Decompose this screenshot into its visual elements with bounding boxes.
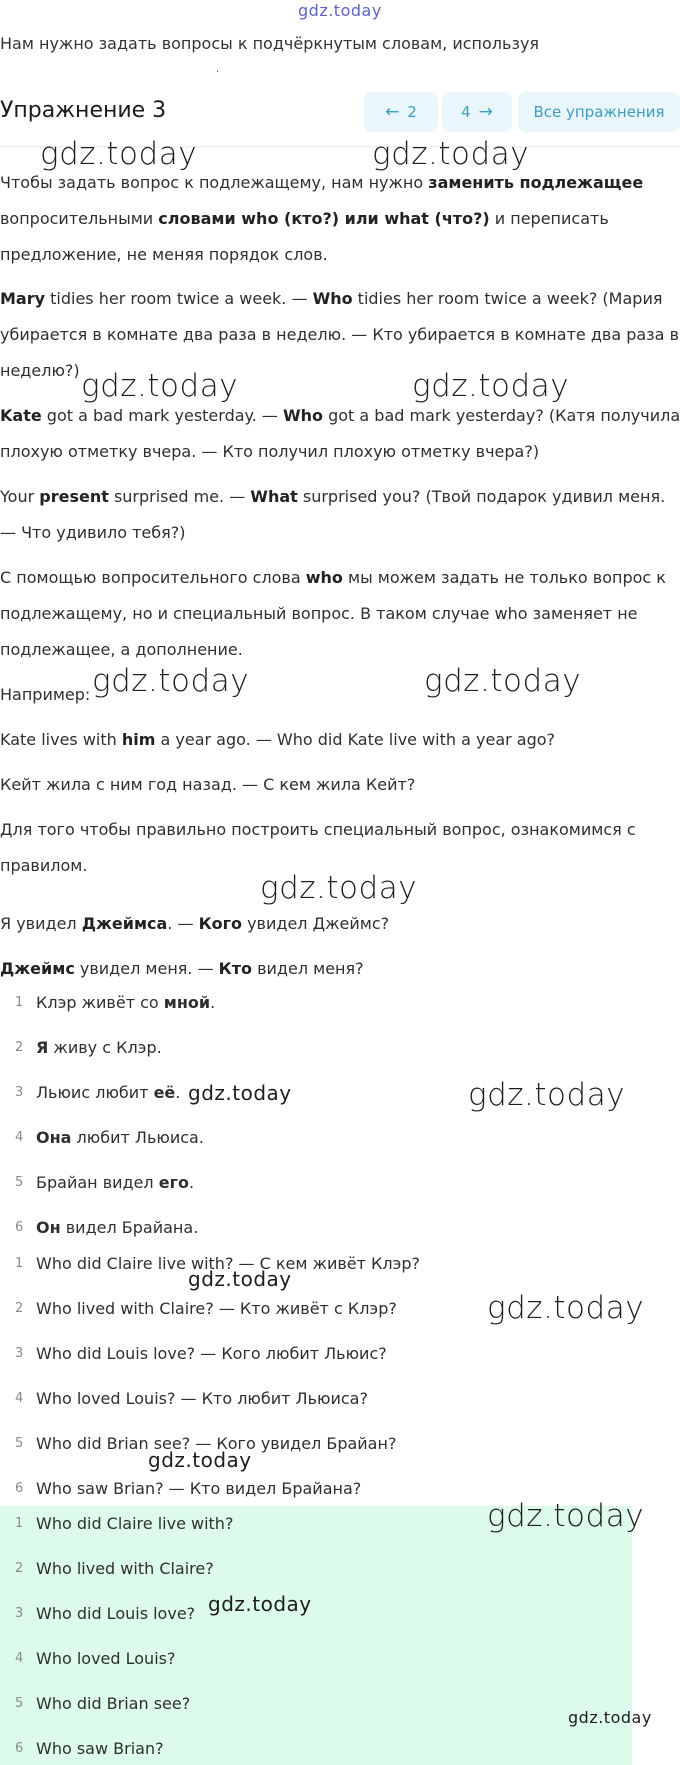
item-text — [36, 1173, 194, 1192]
watermark: gdz.today — [412, 368, 570, 404]
text: Льюис любит — [36, 1083, 154, 1102]
example-kate-line-2: плохую отметку вчера. — Кто получил плохую отметку вчера?) — [0, 442, 540, 461]
text: . — [188, 1173, 195, 1192]
bold-text: Who — [282, 406, 324, 425]
example-james-1 — [0, 906, 680, 942]
item-number: 4 — [15, 1391, 24, 1406]
bold-text: Она — [36, 1128, 72, 1147]
bold-text: him — [121, 730, 156, 749]
list-item — [0, 1376, 680, 1421]
watermark: gdz.today — [568, 1708, 652, 1727]
intro-text: Нам нужно задать вопросы к подчёркнутым словам, используя — [0, 34, 540, 53]
watermark: gdz.today — [188, 1081, 292, 1105]
arrow-left-icon: ← — [385, 102, 400, 122]
exercise-header — [0, 88, 680, 136]
watermark: gdz.today — [487, 1498, 645, 1534]
list-item — [0, 1726, 680, 1765]
explanation-line-3: предложение, не меняя порядок слов. — [0, 245, 328, 264]
rule-intro-line-2: правилом. — [0, 856, 88, 875]
exercise-title: Упражнение 3 — [0, 98, 167, 123]
item-number: 1 — [15, 1516, 24, 1531]
who-rule-line-1 — [0, 560, 680, 596]
item-text — [36, 1038, 162, 1057]
text: got a bad mark yesterday. — — [41, 406, 283, 425]
item-number: 4 — [15, 1130, 24, 1145]
text: tidies her room twice a week? (Мария — [352, 289, 663, 308]
text: Чтобы задать вопрос к подлежащему, нам нужно — [0, 173, 429, 192]
list-item — [0, 980, 680, 1025]
bold-text: заменить подлежащее — [428, 173, 644, 192]
bold-text: Mary — [0, 289, 46, 308]
text: видел Брайана. — [60, 1218, 199, 1237]
text: Клэр живёт со — [36, 993, 164, 1012]
text: . — [175, 1083, 181, 1102]
bold-text: present — [39, 487, 109, 506]
item-number: 4 — [15, 1651, 24, 1666]
bold-text: её — [153, 1083, 176, 1102]
item-text: Who did Claire live with? — [36, 1514, 234, 1533]
text: увидел Джеймс? — [242, 914, 390, 933]
watermark: gdz.today — [40, 136, 198, 172]
item-text: Who lived with Claire? — Кто живёт с Клэр? — [36, 1299, 397, 1318]
text: видел меня? — [252, 959, 364, 978]
item-number: 6 — [15, 1481, 24, 1496]
text: . — [210, 993, 216, 1012]
list-item — [0, 1025, 680, 1070]
item-text: Who loved Louis? — Кто любит Льюиса? — [36, 1389, 368, 1408]
example-mary-line-2: убирается в комнате два раза в неделю. — Кто убирается в комнате два раза в — [0, 325, 679, 344]
item-number: 3 — [15, 1085, 24, 1100]
prev-exercise-label: 2 — [407, 103, 417, 121]
for-example-label: Например: — [0, 685, 91, 704]
next-exercise-button[interactable] — [442, 92, 512, 132]
item-number: 5 — [15, 1175, 24, 1190]
item-number: 5 — [15, 1696, 24, 1711]
item-number: 1 — [15, 995, 24, 1010]
item-number: 6 — [15, 1220, 24, 1235]
bold-text: словами who (кто?) или what (что?) — [158, 209, 490, 228]
intro-dot: . — [216, 64, 220, 75]
bold-text: Кто — [218, 959, 252, 978]
item-number: 5 — [15, 1436, 24, 1451]
list-item — [0, 1591, 680, 1636]
bold-text: Джеймс — [0, 959, 75, 978]
text: С помощью вопросительного слова — [0, 568, 306, 587]
text: и переписать — [489, 209, 609, 228]
example-him-ru: Кейт жила с ним год назад. — С кем жила Кейт? — [0, 775, 416, 794]
example-mary-line-3: неделю?) — [0, 361, 80, 380]
item-text: Who did Brian see? — [36, 1694, 191, 1713]
text: Kate lives with — [0, 730, 122, 749]
watermark: gdz.today — [208, 1592, 312, 1616]
prev-exercise-button[interactable] — [364, 92, 438, 132]
item-text: Who saw Brian? — Кто видел Брайана? — [36, 1479, 362, 1498]
item-text — [36, 1083, 180, 1102]
text: Your — [0, 487, 40, 506]
watermark: gdz.today — [487, 1290, 645, 1326]
watermark: gdz.today — [424, 663, 582, 699]
bold-text: What — [250, 487, 298, 506]
text: got a bad mark yesterday? (Катя получила — [323, 406, 680, 425]
item-text: Who did Brian see? — Кого увидел Брайан? — [36, 1434, 397, 1453]
bold-text: Who — [312, 289, 353, 308]
bold-text: who — [305, 568, 343, 587]
bold-text: Джеймса — [81, 914, 168, 933]
item-text: Who did Claire live with? — С кем живёт Клэр? — [36, 1254, 421, 1273]
list-item — [0, 1421, 680, 1466]
watermark: gdz.today — [260, 870, 418, 906]
rule-intro-line-1: Для того чтобы правильно построить специальный вопрос, ознакомимся с — [0, 820, 636, 839]
text: surprised me. — — [108, 487, 251, 506]
watermark: gdz.today — [92, 663, 250, 699]
item-text — [36, 993, 215, 1012]
bold-text: Kate — [0, 406, 42, 425]
item-text: Who loved Louis? — [36, 1649, 176, 1668]
all-exercises-label: Все упражнения — [533, 103, 665, 121]
example-mary-line-1 — [0, 281, 680, 317]
item-text: Who saw Brian? — [36, 1739, 164, 1758]
text: Я увидел — [0, 914, 82, 933]
example-him-en — [0, 722, 680, 758]
item-number: 3 — [15, 1606, 24, 1621]
list-item — [0, 1636, 680, 1681]
watermark: gdz.today — [81, 368, 239, 404]
next-exercise-label: 4 — [461, 103, 471, 121]
bold-text: мной — [163, 993, 211, 1012]
item-number: 1 — [15, 1256, 24, 1271]
who-rule-line-2: подлежащему, но и специальный вопрос. В таком случае who заменяет не — [0, 604, 638, 623]
item-text: Who lived with Claire? — [36, 1559, 214, 1578]
text: tidies her room twice a week. — — [45, 289, 313, 308]
item-text: Who did Louis love? — Кого любит Льюис? — [36, 1344, 387, 1363]
bold-text: Он — [36, 1218, 61, 1237]
list-item — [0, 1546, 680, 1591]
item-number: 2 — [15, 1561, 24, 1576]
text: любит Льюиса. — [71, 1128, 204, 1147]
item-text: Who did Louis love? — [36, 1604, 196, 1623]
item-number: 3 — [15, 1346, 24, 1361]
who-rule-line-3: подлежащее, а дополнение. — [0, 640, 243, 659]
list-item — [0, 1115, 680, 1160]
text: увидел меня. — — [74, 959, 219, 978]
text: Брайан видел — [36, 1173, 159, 1192]
example-present-line-2: — Что удивило тебя?) — [0, 523, 186, 542]
item-number: 2 — [15, 1301, 24, 1316]
watermark: gdz.today — [372, 136, 530, 172]
watermark-top: gdz.today — [298, 1, 382, 20]
list-item — [0, 1160, 680, 1205]
text: мы можем задать не только вопрос к — [342, 568, 666, 587]
item-text — [36, 1128, 204, 1147]
watermark: gdz.today — [148, 1448, 252, 1472]
bold-text: Кого — [198, 914, 242, 933]
text: вопросительными — [0, 209, 159, 228]
item-number: 2 — [15, 1040, 24, 1055]
item-number: 6 — [15, 1741, 24, 1756]
text: a year ago. — Who did Kate live with a year ago? — [155, 730, 556, 749]
text: живу с Клэр. — [48, 1038, 162, 1057]
list-item — [0, 1241, 680, 1286]
explanation-line-2 — [0, 201, 680, 237]
bold-text: его — [158, 1173, 189, 1192]
item-text — [36, 1218, 198, 1237]
all-exercises-button[interactable] — [518, 92, 680, 132]
text: surprised you? (Твой подарок удивил меня. — [297, 487, 666, 506]
list-item — [0, 1331, 680, 1376]
text: . — — [167, 914, 199, 933]
arrow-right-icon: → — [478, 102, 493, 122]
example-present-line-1 — [0, 479, 680, 515]
watermark: gdz.today — [188, 1267, 292, 1291]
bold-text: Я — [36, 1038, 49, 1057]
watermark: gdz.today — [468, 1077, 626, 1113]
